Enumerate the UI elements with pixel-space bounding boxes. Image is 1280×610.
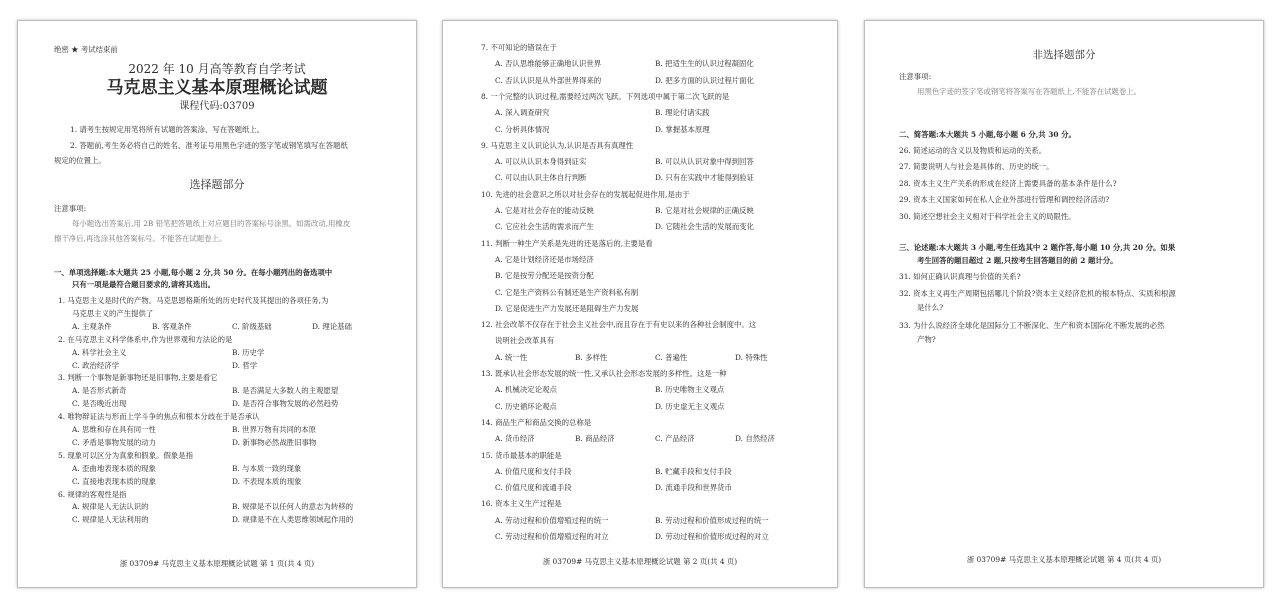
answer-option: A. 货币经济 bbox=[495, 434, 535, 444]
notes-label: 注意事项: bbox=[899, 72, 932, 81]
answer-option: C. 规律是人无法利用的 bbox=[72, 515, 149, 525]
confidential-label: 绝密 ★ 考试结束前 bbox=[54, 45, 118, 54]
section-title-choice: 选择题部分 bbox=[189, 178, 245, 191]
answer-option: B. 商品经济 bbox=[575, 434, 615, 444]
answer-option: B. 客观条件 bbox=[152, 321, 192, 331]
question-stem: 9. 马克思主义认识论认为,认识是否具有真理性 bbox=[481, 140, 634, 150]
answer-option: C. 产品经济 bbox=[655, 434, 695, 444]
answer-option: D. 只有在实践中才能得到验证 bbox=[655, 173, 755, 183]
exam-page-1 bbox=[17, 20, 417, 588]
answer-option: D. 不表现本质的现象 bbox=[232, 476, 302, 486]
essay-item-cont: 产物? bbox=[917, 335, 936, 344]
question-stem: 15. 货币最基本的职能是 bbox=[481, 450, 562, 460]
course-code: 课程代码:03709 bbox=[179, 101, 255, 112]
question-stem: 马克思主义的产生提供了 bbox=[72, 308, 154, 318]
answer-option: C. 它是生产资料公有制还是生产资料私有制 bbox=[495, 287, 639, 297]
answer-option: C. 政治经济学 bbox=[72, 360, 120, 370]
answer-option: D. 流通手段和世界货币 bbox=[655, 483, 732, 493]
answer-option: D. 自然经济 bbox=[735, 434, 775, 444]
short-answer-item: 27. 简要说明人与社会是具体的、历史的统一。 bbox=[899, 162, 1054, 171]
answer-option: B. 历史唯物主义观点 bbox=[655, 385, 725, 395]
question-stem: 11. 判断一种生产关系是先进的还是落后的,主要是看 bbox=[481, 238, 653, 248]
answer-option: A. 思维和存在具有同一性 bbox=[72, 425, 156, 434]
answer-option: A. 统一性 bbox=[495, 352, 528, 362]
answer-option: B. 多样性 bbox=[575, 352, 608, 362]
answer-option: B. 历史学 bbox=[232, 347, 265, 357]
question-stem: 5. 现象可以区分为真象和假象。假象是指 bbox=[58, 450, 194, 460]
answer-option: B. 是否满足大多数人的主观愿望 bbox=[232, 386, 339, 396]
answer-option: D. 它随社会生活的发展而变化 bbox=[655, 222, 755, 232]
answer-option: C. 阶级基础 bbox=[232, 321, 272, 331]
essay-item: 31. 如何正确认识真理与价值的关系? bbox=[899, 272, 1021, 281]
answer-option: B. 它是对社会规律的正确反映 bbox=[655, 206, 754, 215]
question-stem: 3. 判断一个事物是新事物还是旧事物,主要是看它 bbox=[58, 373, 218, 383]
answer-option: D. 历史虚无主义观点 bbox=[655, 401, 725, 411]
answer-option: A. 它是计划经济还是市场经济 bbox=[495, 254, 594, 264]
instruction-2-cont: 规定的位置上。 bbox=[54, 156, 106, 165]
question-stem: 13. 既承认社会形态发展的统一性,又承认社会形态发展的多样性。这是一种 bbox=[481, 369, 727, 378]
answer-option: A. 是否形式新奇 bbox=[72, 386, 127, 396]
answer-option: A. 科学社会主义 bbox=[72, 347, 127, 357]
answer-option: C. 分析具体情况 bbox=[495, 124, 550, 134]
page-footer: 浙 03709# 马克思主义基本原理概论试题 第 4 页(共 4 页) bbox=[966, 555, 1162, 564]
answer-option: D. 特殊性 bbox=[735, 352, 768, 362]
answer-option: A. 歪曲地表现本质的现象 bbox=[72, 463, 156, 473]
answer-option: B. 世界万物有共同的本原 bbox=[232, 425, 317, 434]
question-stem: 7. 不可知论的错误在于 bbox=[481, 43, 557, 52]
answer-option: A. 可以从认识本身得到证实 bbox=[495, 157, 587, 167]
answer-option: A. 劳动过程和价值增殖过程的统一 bbox=[495, 515, 609, 525]
exam-page-4 bbox=[864, 20, 1264, 588]
notes-label: 注意事项: bbox=[54, 204, 87, 213]
notes-line-2: 擦干净后,再选涂其他答案标号。不能答在试题卷上。 bbox=[54, 234, 227, 243]
answer-option: B. 劳动过程和价值形成过程的统一 bbox=[655, 515, 769, 525]
answer-option: D. 劳动过程和价值形成过程的对立 bbox=[655, 532, 769, 541]
question-stem: 4. 唯物辩证法与形而上学斗争的焦点和根本分歧在于是否承认 bbox=[58, 412, 260, 422]
question-stem: 说明社会改革具有 bbox=[495, 336, 555, 346]
part2-heading: 二、简答题:本大题共 5 小题,每小题 6 分,共 30 分。 bbox=[899, 130, 1076, 139]
question-stem: 6. 规律的客观性是指 bbox=[58, 489, 127, 499]
short-answer-item: 29. 资本主义国家如何在私人企业外部进行管理和调控经济活动? bbox=[899, 195, 1110, 204]
answer-option: A. 主观条件 bbox=[72, 321, 112, 331]
answer-option: B. 与本质一致的现象 bbox=[232, 463, 302, 473]
answer-option: D. 新事物必然战胜旧事物 bbox=[232, 437, 317, 447]
notes-text: 用黑色字迹的签字笔或钢笔将答案写在答题纸上,不能答在试题卷上。 bbox=[917, 87, 1142, 96]
exam-title: 马克思主义基本原理概论试题 bbox=[106, 78, 328, 98]
instruction-2: 2. 答题前,考生务必将自己的姓名、准考证号用黑色字迹的签字笔或钢笔填写在答题纸 bbox=[70, 141, 348, 150]
answer-option: B. 贮藏手段和支付手段 bbox=[655, 466, 732, 476]
essay-item-cont: 是什么? bbox=[917, 303, 944, 312]
answer-option: D. 哲学 bbox=[232, 360, 258, 370]
answer-option: B. 可以从认识对象中得到回答 bbox=[655, 157, 754, 167]
answer-option: B. 规律是不以任何人的意志为转移的 bbox=[232, 502, 353, 512]
answer-option: D. 规律是不在人类思维领域起作用的 bbox=[232, 515, 354, 525]
answer-option: C. 可以由认识主体自行判断 bbox=[495, 173, 587, 183]
question-stem: 14. 商品生产和商品交换的总称是 bbox=[481, 417, 592, 427]
question-stem: 10. 先进的社会意识之所以对社会存在的发展起促进作用,是由于 bbox=[481, 189, 690, 199]
answer-option: A. 价值尺度和支付手段 bbox=[495, 466, 572, 476]
page-footer: 浙 03709# 马克思主义基本原理概论试题 第 2 页(共 4 页) bbox=[542, 557, 738, 566]
answer-option: A. 否认思维能够正确地认识世界 bbox=[495, 59, 602, 69]
answer-option: D. 理论基础 bbox=[312, 321, 352, 331]
question-stem: 2. 在马克思主义科学体系中,作为世界观和方法论的是 bbox=[58, 334, 233, 344]
short-answer-item: 30. 简述空想社会主义相对于科学社会主义的局限性。 bbox=[899, 212, 1076, 221]
answer-option: B. 把适生生的认识过程凝固化 bbox=[655, 59, 754, 69]
part1-heading: 一、单项选择题:本大题共 25 小题,每小题 2 分,共 50 分。在每小题列出的备选项中 bbox=[54, 268, 333, 277]
question-stem: 16. 资本主义生产过程是 bbox=[481, 499, 562, 509]
part1-heading-cont: 只有一项是最符合题目要求的,请将其选出。 bbox=[72, 280, 215, 289]
answer-option: C. 历史循环论观点 bbox=[495, 401, 557, 411]
answer-option: C. 直接地表现本质的现象 bbox=[72, 476, 156, 486]
question-stem: 1. 马克思主义是时代的产物。马克思恩格斯所处的历史时代及其提出的各项任务,为 bbox=[58, 296, 329, 305]
answer-option: A. 规律是人无法认识的 bbox=[72, 502, 149, 512]
answer-option: A. 它是对社会存在的能动反映 bbox=[495, 206, 594, 215]
answer-option: C. 是否晚近出现 bbox=[72, 399, 127, 409]
exam-page-2 bbox=[442, 20, 838, 588]
answer-option: A. 机械决定论观点 bbox=[495, 385, 557, 395]
answer-option: C. 劳动过程和价值增殖过程的对立 bbox=[495, 532, 609, 541]
essay-item: 32. 资本主义再生产周期包括哪几个阶段?资本主义经济危机的根本特点、实质和根源 bbox=[899, 289, 1176, 298]
answer-option: A. 深入调查研究 bbox=[495, 108, 550, 118]
answer-option: C. 普遍性 bbox=[655, 352, 688, 362]
essay-item: 33. 为什么说经济全球化是国际分工不断深化、生产和资本国际化不断发展的必然 bbox=[899, 321, 1165, 330]
answer-option: B. 理论付诸实践 bbox=[655, 108, 710, 118]
answer-option: C. 矛盾是事物发展的动力 bbox=[72, 437, 156, 447]
short-answer-item: 28. 资本主义生产关系的形成在经济上需要具备的基本条件是什么? bbox=[899, 179, 1117, 188]
instruction-1: 1. 请考生按规定用笔将所有试题的答案涂、写在答题纸上。 bbox=[70, 125, 265, 134]
answer-option: D. 是否符合事物发展的必然趋势 bbox=[232, 399, 339, 409]
part3-heading: 三、论述题:本大题共 3 小题,考生任选其中 2 题作答,每小题 10 分,共 20 分。如果 bbox=[899, 243, 1176, 252]
question-stem: 8. 一个完整的认识过程,需要经过两次飞跃。下列选项中属于第二次飞跃的是 bbox=[481, 91, 730, 101]
answer-option: C. 它应社会生活的需求而产生 bbox=[495, 222, 594, 232]
exam-year-heading: 2022 年 10 月高等教育自学考试 bbox=[128, 62, 306, 76]
answer-option: D. 它是促进生产力发展还是阻碍生产力发展 bbox=[495, 303, 639, 313]
part3-heading-cont: 考生回答的题目超过 2 题,只按考生回答题目的前 2 题计分。 bbox=[917, 256, 1118, 265]
question-stem: 12. 社会改革不仅存在于社会主义社会中,而且存在于有史以来的各种社会制度中。这 bbox=[481, 320, 757, 330]
answer-option: B. 它是按劳分配还是按资分配 bbox=[495, 271, 594, 281]
answer-option: D. 掌握基本原理 bbox=[655, 124, 710, 134]
short-answer-item: 26. 简述运动的含义以及物质和运动的关系。 bbox=[899, 146, 1047, 155]
answer-option: C. 价值尺度和流通手段 bbox=[495, 483, 572, 493]
notes-line-1: 每小题选出答案后,用 2B 铅笔把答题纸上对应题目的答案标号涂黑。如需改动,用橡皮 bbox=[72, 219, 351, 228]
page-footer: 浙 03709# 马克思主义基本原理概论试题 第 1 页(共 4 页) bbox=[119, 559, 315, 568]
section-title-nonchoice: 非选择题部分 bbox=[1032, 49, 1096, 61]
answer-option: C. 否认认识是从外部世界得来的 bbox=[495, 75, 602, 85]
answer-option: D. 把多方面的认识过程片面化 bbox=[655, 75, 755, 85]
